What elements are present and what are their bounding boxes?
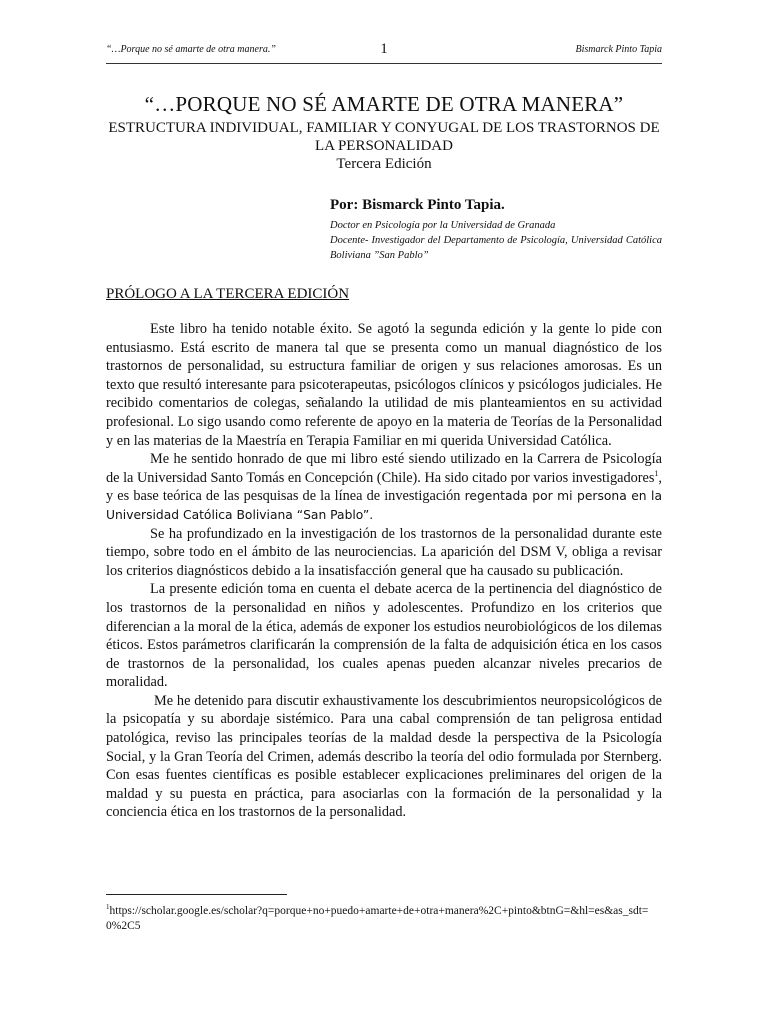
- page-number: 1: [380, 41, 388, 57]
- section-heading: PRÓLOGO A LA TERCERA EDICIÓN: [106, 286, 350, 302]
- paragraph-1: Este libro ha tenido notable éxito. Se agotó la segunda edición y la gente lo pide con entusiasmo. Está escrito de manera tal que se presenta como un manual diagnóstico de los trastornos de personalidad, su estructura familiar de origen y sus relaciones amorosas. Es un texto que resultó interesante para psicoterapeutas, psicólogos clínicos y psicólogos judiciales. He recibido comentarios de colegas, señalando la utilidad de mis planteamientos en su actividad profesional. Lo sigo usando como referente de apoyo en la materia de Teorías de la Personalidad y en las materias de la Maestría en Terapia Familiar en mi querida Universidad Católica.: [106, 321, 662, 449]
- paragraph-5: Me he detenido para discutir exhaustivamente los descubrimientos neuropsicológicos de la psicopatía y su abordaje sistémico. Para una cabal comprensión de tan peligrosa entidad patológica, reviso las principales teorías de la maldad desde la perspectiva de la Psicología Social, y la Gran Teoría del Crimen, además describo la teoría del odio formulada por Sternberg. Con esas fuentes científicas es posible establecer explicaciones preliminares del origen de la maldad y su puesta en práctica, para asociarlas con la formación de la personalidad y la conciencia ética en los trastornos de la personalidad.: [106, 692, 662, 821]
- footnote-url[interactable]: https://scholar.google.es/scholar?q=porque+no+puedo+amarte+de+otra+manera%2C+pinto&btnG=&hl=es&as_sdt=0%2C5: [106, 905, 649, 932]
- author-credential-1: Doctor en Psicología por la Universidad de Granada: [330, 220, 556, 231]
- document-subtitle: ESTRUCTURA INDIVIDUAL, FAMILIAR Y CONYUGAL DE LOS TRASTORNOS DE LA PERSONALIDAD: [108, 120, 660, 154]
- header-author: Bismarck Pinto Tapia: [575, 44, 662, 55]
- author-name: Por: Bismarck Pinto Tapia.: [330, 197, 505, 213]
- body-text: [106, 320, 662, 822]
- edition-label: Tercera Edición: [336, 156, 432, 172]
- paragraph-4: La presente edición toma en cuenta el debate acerca de la pertinencia del diagnóstico de los trastornos de la personalidad en niños y adolescentes. Profundizo en los criterios que diferencian a la moral de la ética, además de exponer los estudios neurobiológicos de los dilemas éticos. Estos parámetros clarificarán la comprensión de la falta de adquisición ética en los casos de trastornos de la personalidad, los cuales apenas pueden alcanzar niveles precarios de moralidad.: [106, 581, 662, 691]
- header-divider: [106, 63, 662, 64]
- author-block: [330, 197, 662, 263]
- paragraph-2-part-b: , y es base teórica de las pesquisas de la línea de investigación: [106, 469, 662, 505]
- author-credential-2: Docente- Investigador del Departamento de Psicología, Universidad Católica Boliviana ”San Pablo”: [330, 235, 662, 261]
- footnote-reference[interactable]: 1: [654, 468, 659, 478]
- footnote: [106, 904, 662, 934]
- paragraph-2: [106, 450, 662, 524]
- header-book-title: “…Porque no sé amarte de otra manera.”: [106, 44, 276, 55]
- paragraph-2-part-a: Me he sentido honrado de que mi libro esté siendo utilizado en la Carrera de Psicología de la Universidad Santo Tomás en Concepción (Chile). Ha sido citado por varios investigadores: [106, 451, 662, 486]
- footnote-marker: 1: [106, 903, 110, 912]
- document-title: “…PORQUE NO SÉ AMARTE DE OTRA MANERA”: [144, 92, 624, 116]
- paragraph-3: Se ha profundizado en la investigación de los trastornos de la personalidad durante este tiempo, sobre todo en el ámbito de las neurociencias. La aparición del DSM V, obliga a revisar los criterios diagnósticos debido a la insatisfacción general que ha causado su publicación.: [106, 525, 662, 579]
- paragraph-2-part-c: regentada por mi persona en la Universidad Católica Boliviana “San Pablo”.: [106, 489, 662, 522]
- footnote-divider: [106, 894, 287, 895]
- running-header: [106, 41, 662, 64]
